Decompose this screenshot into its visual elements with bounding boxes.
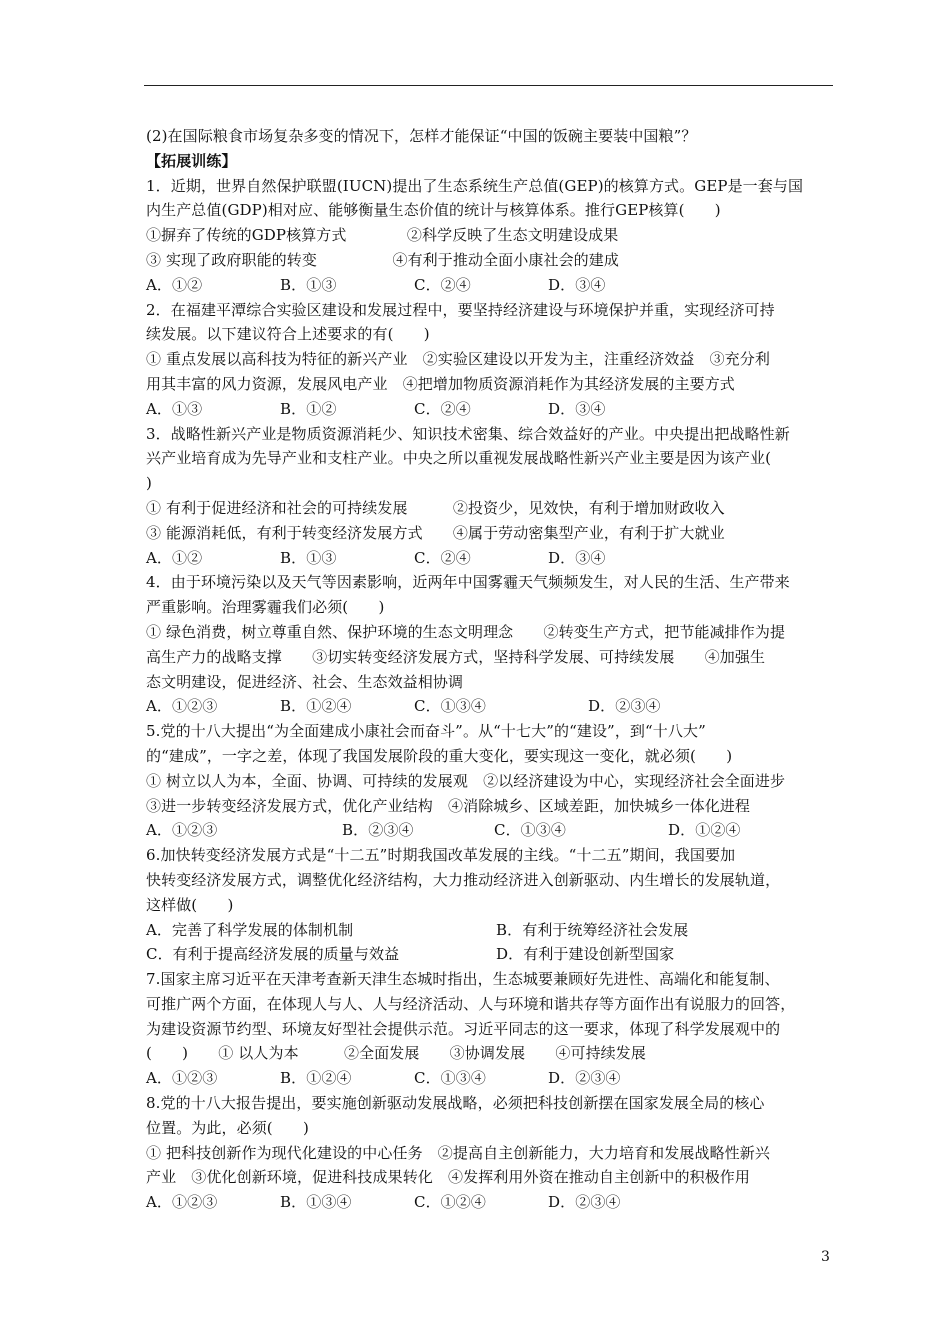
answer-option[interactable]: C．②④ [414, 399, 471, 418]
statement-line: ③ 能源消耗低，有利于转变经济发展方式 ④属于劳动密集型产业，有利于扩大就业 [146, 523, 725, 542]
answer-option[interactable]: D．①②④ [668, 821, 741, 840]
answer-option[interactable]: A．完善了科学发展的体制机制 [146, 920, 354, 939]
question-stem-line: 快转变经济发展方式，调整优化经济结构，大力推动经济进入创新驱动、内生增长的发展轨道， [146, 870, 781, 889]
answer-option[interactable]: C．有利于提高经济发展的质量与效益 [146, 945, 400, 964]
answer-option[interactable]: D．有利于建设创新型国家 [496, 945, 675, 964]
answer-option[interactable]: D．②③④ [548, 1193, 621, 1212]
question-stem-line: 7.国家主席习近平在天津考查新天津生态城时指出，生态城要兼顾好先进性、高端化和能复制、 [146, 970, 780, 989]
question-stem-line: 为建设资源节约型、环境友好型社会提供示范。习近平同志的这一要求，体现了科学发展观中的 [146, 1019, 781, 1038]
answer-option[interactable]: C．①③④ [494, 821, 566, 840]
answer-option[interactable]: D．②③④ [588, 697, 661, 716]
question-stem-line: 严重影响。治理雾霾我们必须( ) [146, 598, 385, 617]
question-1 [146, 174, 836, 298]
statement-line: 态文明建设，促进经济、社会、生态效益相协调 [146, 672, 464, 691]
question-stem-line: 6.加快转变经济发展方式是“十二五”时期我国改革发展的主线。“十二五”期间，我国要加 [146, 846, 736, 865]
answer-option[interactable]: B．①②④ [280, 1069, 352, 1088]
section-heading: 【拓展训练】 [146, 151, 237, 170]
answer-option[interactable]: A．①②③ [146, 697, 218, 716]
question-stem-line: 4．由于环境污染以及天气等因素影响，近两年中国雾霾天气频频发生，对人民的生活、生产带来 [146, 573, 790, 592]
answer-option[interactable]: B．②③④ [342, 821, 414, 840]
answer-option[interactable]: C．②④ [414, 548, 471, 567]
question-stem-line: 3．战略性新兴产业是物质资源消耗少、知识技术密集、综合效益好的产业。中央提出把战略性新 [146, 424, 790, 443]
question-stem-line: 8.党的十八大报告提出，要实施创新驱动发展战略，必须把科技创新摆在国家发展全局的核心 [146, 1094, 765, 1113]
document-body [146, 124, 836, 1215]
question-stem-line: 兴产业培育成为先导产业和支柱产业。中央之所以重视发展战略性新兴产业主要是因为该产业( [146, 449, 772, 468]
answer-option[interactable]: D．②③④ [548, 1069, 621, 1088]
answer-option[interactable]: C．①③④ [414, 697, 486, 716]
answer-option[interactable]: C．①②④ [414, 1193, 486, 1212]
answer-option[interactable]: A．①②③ [146, 1069, 218, 1088]
statement-line: ① 重点发展以高科技为特征的新兴产业 ②实验区建设以开发为主，注重经济效益 ③充分利 [146, 350, 770, 369]
answer-option[interactable]: A．①② [146, 275, 203, 294]
question-stem-line: 可推广两个方面，在体现人与人、人与经济活动、人与环境和谐共存等方面作出有说服力的回答， [146, 994, 796, 1013]
answer-option[interactable]: B．①②④ [280, 697, 352, 716]
answer-option[interactable]: B．①③④ [280, 1193, 352, 1212]
intro-question: (2)在国际粮食市场复杂多变的情况下，怎样才能保证“中国的饭碗主要装中国粮”？ [146, 127, 697, 145]
answer-option[interactable]: A．①② [146, 548, 203, 567]
statement-line: ① 绿色消费，树立尊重自然、保护环境的生态文明理念 ②转变生产方式，把节能减排作为提 [146, 622, 786, 641]
answer-option[interactable]: B．①③ [280, 275, 337, 294]
answer-option[interactable]: B．①② [280, 399, 337, 418]
question-stem-line: ) [146, 474, 152, 493]
answer-options-row [146, 694, 836, 719]
answer-options-row [146, 1190, 836, 1215]
question-8 [146, 1091, 836, 1215]
answer-option[interactable]: A．①③ [146, 399, 203, 418]
answer-option[interactable]: D．③④ [548, 399, 606, 418]
answer-options-row [146, 918, 836, 943]
answer-option[interactable]: A．①②③ [146, 1193, 218, 1212]
page-number: 3 [821, 1249, 830, 1265]
question-2 [146, 298, 836, 422]
question-stem-line: 的“建成”，一字之差，体现了我国发展阶段的重大变化，要实现这一变化，就必须( ) [146, 746, 733, 765]
statement-line: ③进一步转变经济发展方式，优化产业结构 ④消除城乡、区域差距，加快城乡一体化进程 [146, 796, 751, 815]
question-3 [146, 422, 836, 571]
statement-line: 产业 ③优化创新环境，促进科技成果转化 ④发挥利用外资在推动自主创新中的积极作用 [146, 1168, 751, 1187]
question-stem-line: ( ) ① 以人为本 ②全面发展 ③协调发展 ④可持续发展 [146, 1044, 646, 1063]
statement-line: ①摒弃了传统的GDP核算方式 ②科学反映了生态文明建设成果 [146, 226, 619, 245]
answer-option[interactable]: C．②④ [414, 275, 471, 294]
answer-option[interactable]: A．①②③ [146, 821, 218, 840]
statement-line: ① 有利于促进经济和社会的可持续发展 ②投资少，见效快，有利于增加财政收入 [146, 498, 725, 517]
answer-option[interactable]: B．①③ [280, 548, 337, 567]
question-4 [146, 570, 836, 719]
question-6 [146, 843, 836, 967]
question-list [146, 174, 836, 1215]
answer-options-row [146, 273, 836, 298]
question-5 [146, 719, 836, 843]
statement-line: ① 树立以人为本，全面、协调、可持续的发展观 ②以经济建设为中心，实现经济社会全面进步 [146, 771, 786, 790]
question-stem-line: 这样做( ) [146, 895, 234, 914]
statement-line: 用其丰富的风力资源，发展风电产业 ④把增加物质资源消耗作为其经济发展的主要方式 [146, 374, 735, 393]
statement-line: 高生产力的战略支撑 ③切实转变经济发展方式，坚持科学发展、可持续发展 ④加强生 [146, 647, 766, 666]
question-7 [146, 967, 836, 1091]
header-rule [144, 85, 833, 86]
statement-line: ① 把科技创新作为现代化建设的中心任务 ②提高自主创新能力，大力培育和发展战略性新兴 [146, 1143, 770, 1162]
answer-option[interactable]: D．③④ [548, 548, 606, 567]
answer-options-row [146, 546, 836, 571]
question-stem-line: 2．在福建平潭综合实验区建设和发展过程中，要坚持经济建设与环境保护并重，实现经济可持 [146, 300, 775, 319]
question-stem-line: 内生产总值(GDP)相对应、能够衡量生态价值的统计与核算体系。推行GEP核算( ) [146, 201, 721, 220]
question-stem-line: 5.党的十八大提出“为全面建成小康社会而奋斗”。从“十七大”的“建设”，到“十八大” [146, 722, 706, 741]
answer-options-row [146, 942, 836, 967]
answer-option[interactable]: C．①③④ [414, 1069, 486, 1088]
statement-line: ③ 实现了政府职能的转变 ④有利于推动全面小康社会的建成 [146, 250, 619, 269]
question-stem-line: 1．近期，世界自然保护联盟(IUCN)提出了生态系统生产总值(GEP)的核算方式。GEP是一套与国 [146, 176, 804, 195]
question-stem-line: 位置。为此，必须( ) [146, 1118, 309, 1137]
answer-options-row [146, 1066, 836, 1091]
answer-option[interactable]: B．有利于统筹经济社会发展 [496, 920, 689, 939]
question-stem-line: 续发展。以下建议符合上述要求的有( ) [146, 325, 430, 344]
answer-options-row [146, 818, 836, 843]
answer-option[interactable]: D．③④ [548, 275, 606, 294]
answer-options-row [146, 397, 836, 422]
